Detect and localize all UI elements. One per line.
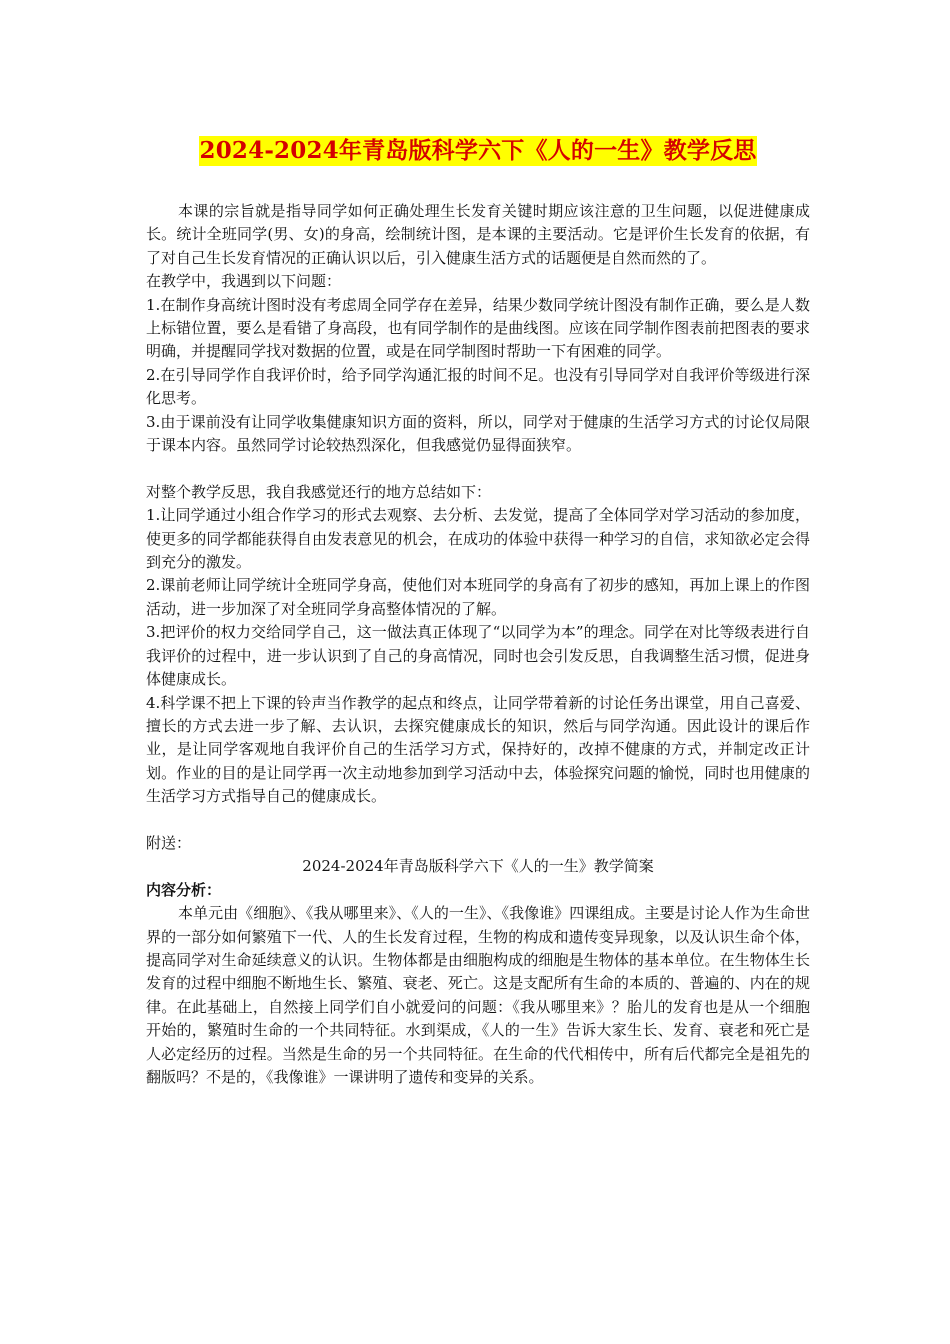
document-title: 2024-2024年青岛版科学六下《人的一生》教学反思 [199, 137, 757, 164]
attached-label: 附送： [146, 833, 192, 852]
document-body [146, 200, 810, 1089]
intro-paragraph: 本课的宗旨就是指导同学如何正确处理生长发育关键时期应该注意的卫生问题，以促进健康成长。统计全班同学(男、女)的身高，绘制统计图，是本课的主要活动。它是评价生长发育的依据，有了对自己生长发育情况的正确认识以后，引入健康生活方式的话题便是自然而然的了。 [146, 202, 810, 267]
problem-item-3: 3.由于课前没有让同学收集健康知识方面的资料，所以，同学对于健康的生活学习方式的讨论仅局限于课本内容。虽然同学讨论较热烈深化，但我感觉仍显得面狭窄。 [146, 412, 810, 455]
strength-item-1: 1.让同学通过小组合作学习的形式去观察、去分析、去发觉，提高了全体同学对学习活动的参加度，使更多的同学都能获得自由发表意见的机会，在成功的体验中获得一种学习的自信，求知欲必定会得到充分的激发。 [146, 506, 810, 572]
problems-heading: 在教学中，我遇到以下问题： [146, 272, 342, 291]
analysis-paragraph: 本单元由《细胞》、《我从哪里来》、《人的一生》、《我像谁》四课组成。主要是讨论人作为生命世界的一部分如何繁殖下一代、人的生长发育过程，生物的构成和遗传变异现象，以及认识生命个体，提高同学对生命延续意义的认识。生物体都是由细胞构成的细胞是生物体的基本单位。在生物体生长发育的过程中细胞不断地生长、繁殖、衰老、死亡。这是支配所有生命的本质的、普遍的、内在的规律。在此基础上，自然接上同学们自小就爱问的问题：《我从哪里来》？胎儿的发育也是从一个细胞开始的，繁殖时生命的一个共同特征。水到渠成，《人的一生》告诉大家生长、发育、衰老和死亡是人必定经历的过程。当然是生命的另一个共同特征。在生命的代代相传中，所有后代都完全是祖先的翻版吗？不是的，《我像谁》一课讲明了遗传和变异的关系。 [146, 904, 810, 1086]
problem-item-1: 1.在制作身高统计图时没有考虑周全同学存在差异，结果少数同学统计图没有制作正确，要么是人数上标错位置，要么是看错了身高段，也有同学制作的是曲线图。应该在同学制作图表前把图表的要求明确，并提醒同学找对数据的位置，或是在同学制图时帮助一下有困难的同学。 [146, 295, 810, 361]
blank-line [146, 809, 810, 832]
title-wrap [146, 136, 810, 166]
strengths-heading: 对整个教学反思，我自我感觉还行的地方总结如下： [146, 482, 492, 501]
blank-line [146, 457, 810, 480]
analysis-heading: 内容分析： [146, 880, 222, 899]
strength-item-3: 3.把评价的权力交给同学自己，这一做法真正体现了“以同学为本”的理念。同学在对比等级表进行自我评价的过程中，进一步认识到了自己的身高情况，同时也会引发反思，自我调整生活习惯，促进身体健康成长。 [146, 623, 810, 689]
strength-item-2: 2.课前老师让同学统计全班同学身高，使他们对本班同学的身高有了初步的感知，再加上课上的作图活动，进一步加深了对全班同学身高整体情况的了解。 [146, 576, 810, 618]
subtitle: 2024-2024年青岛版科学六下《人的一生》教学简案 [302, 857, 654, 876]
problem-item-2: 2.在引导同学作自我评价时，给予同学沟通汇报的时间不足。也没有引导同学对自我评价等级进行深化思考。 [146, 365, 810, 408]
strength-item-4: 4.科学课不把上下课的铃声当作教学的起点和终点，让同学带着新的讨论任务出课堂，用自己喜爱、擅长的方式去进一步了解、去认识，去探究健康成长的知识，然后与同学沟通。因此设计的课后作业，是让同学客观地自我评价自己的生活学习方式，保持好的，改掉不健康的方式，并制定改正计划。作业的目的是让同学再一次主动地参加到学习活动中去，体验探究问题的愉悦，同时也用健康的生活学习方式指导自己的健康成长。 [146, 693, 810, 806]
